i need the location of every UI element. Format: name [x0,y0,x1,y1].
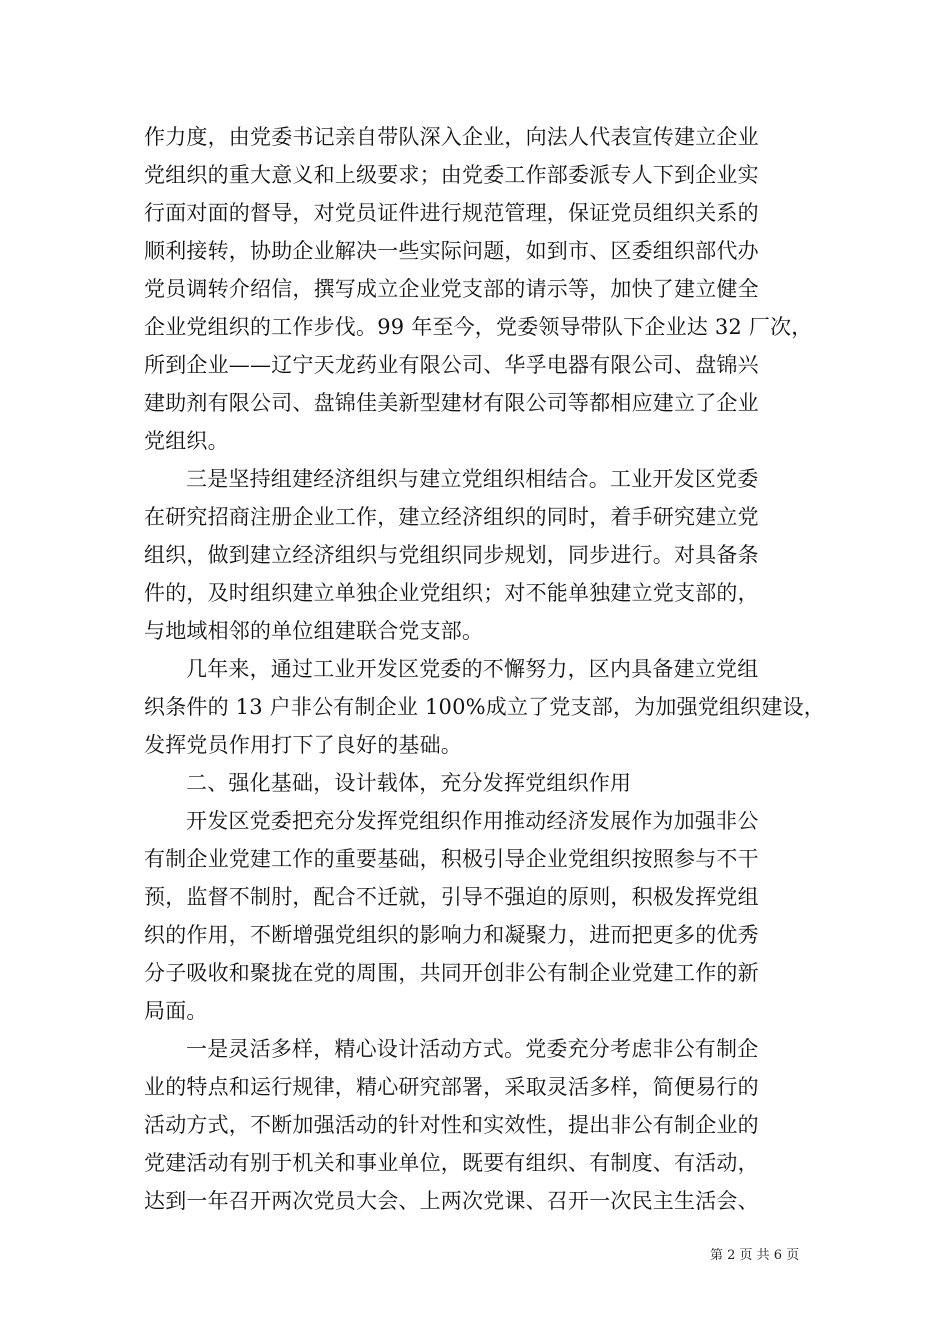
section-heading: 二、强化基础，设计载体，充分发挥党组织作用 [186,771,632,795]
text-line: 作力度，由党委书记亲自带队深入企业，向法人代表宣传建立企业 [144,125,759,149]
text-line: 业的特点和运行规律，精心研究部署，采取灵活多样，简便易行的 [144,1075,759,1099]
text-line: 发挥党员作用打下了良好的基础。 [144,733,462,757]
text-line: 行面对面的督导，对党员证件进行规范管理，保证党员组织关系的 [144,201,759,225]
text-line: 在研究招商注册企业工作，建立经济组织的同时，着手研究建立党 [144,505,759,529]
paragraph-start-line: 几年来，通过工业开发区党委的不懈努力，区内具备建立党组 [186,657,759,681]
text-line: 党员调转介绍信，撰写成立企业党支部的请示等，加快了建立健全 [144,277,759,301]
text-line: 党组织。 [144,429,229,453]
text-line: 活动方式，不断加强活动的针对性和实效性，提出非公有制企业的 [144,1113,759,1137]
text-line: 建助剂有限公司、盘锦佳美新型建材有限公司等都相应建立了企业 [144,391,759,415]
text-line: 织条件的 13 户非公有制企业 100%成立了党支部，为加强党组织建设， [144,695,825,719]
paragraph-start-line: 三是坚持组建经济组织与建立党组织相结合。工业开发区党委 [186,467,759,491]
text-line: 局面。 [144,999,208,1023]
text-line: 分子吸收和聚拢在党的周围，共同开创非公有制企业党建工作的新 [144,961,759,985]
text-line: 件的，及时组织建立单独企业党组织；对不能单独建立党支部的， [144,581,759,605]
text-line: 预，监督不制肘，配合不迁就，引导不强迫的原则，积极发挥党组 [144,885,759,909]
text-line: 达到一年召开两次党员大会、上两次党课、召开一次民主生活会、 [144,1189,759,1213]
text-line: 企业党组织的工作步伐。99 年至今，党委领导带队下企业达 32 厂次， [144,315,813,339]
text-line: 织的作用，不断增强党组织的影响力和凝聚力，进而把更多的优秀 [144,923,759,947]
paragraph-start-line: 开发区党委把充分发挥党组织作用推动经济发展作为加强非公 [186,809,759,833]
paragraph-start-line: 一是灵活多样，精心设计活动方式。党委充分考虑非公有制企 [186,1037,759,1061]
text-line: 顺利接转，协助企业解决一些实际问题，如到市、区委组织部代办 [144,239,759,263]
text-line: 所到企业——辽宁天龙药业有限公司、华孚电器有限公司、盘锦兴 [144,353,759,377]
text-line: 党组织的重大意义和上级要求；由党委工作部委派专人下到企业实 [144,163,759,187]
text-line: 与地域相邻的单位组建联合党支部。 [144,619,484,643]
text-line: 党建活动有别于机关和事业单位，既要有组织、有制度、有活动， [144,1151,759,1175]
text-line: 有制企业党建工作的重要基础，积极引导企业党组织按照参与不干 [144,847,759,871]
page-number: 第 2 页 共 6 页 [710,1248,800,1263]
text-line: 组织，做到建立经济组织与党组织同步规划，同步进行。对具备条 [144,543,759,567]
